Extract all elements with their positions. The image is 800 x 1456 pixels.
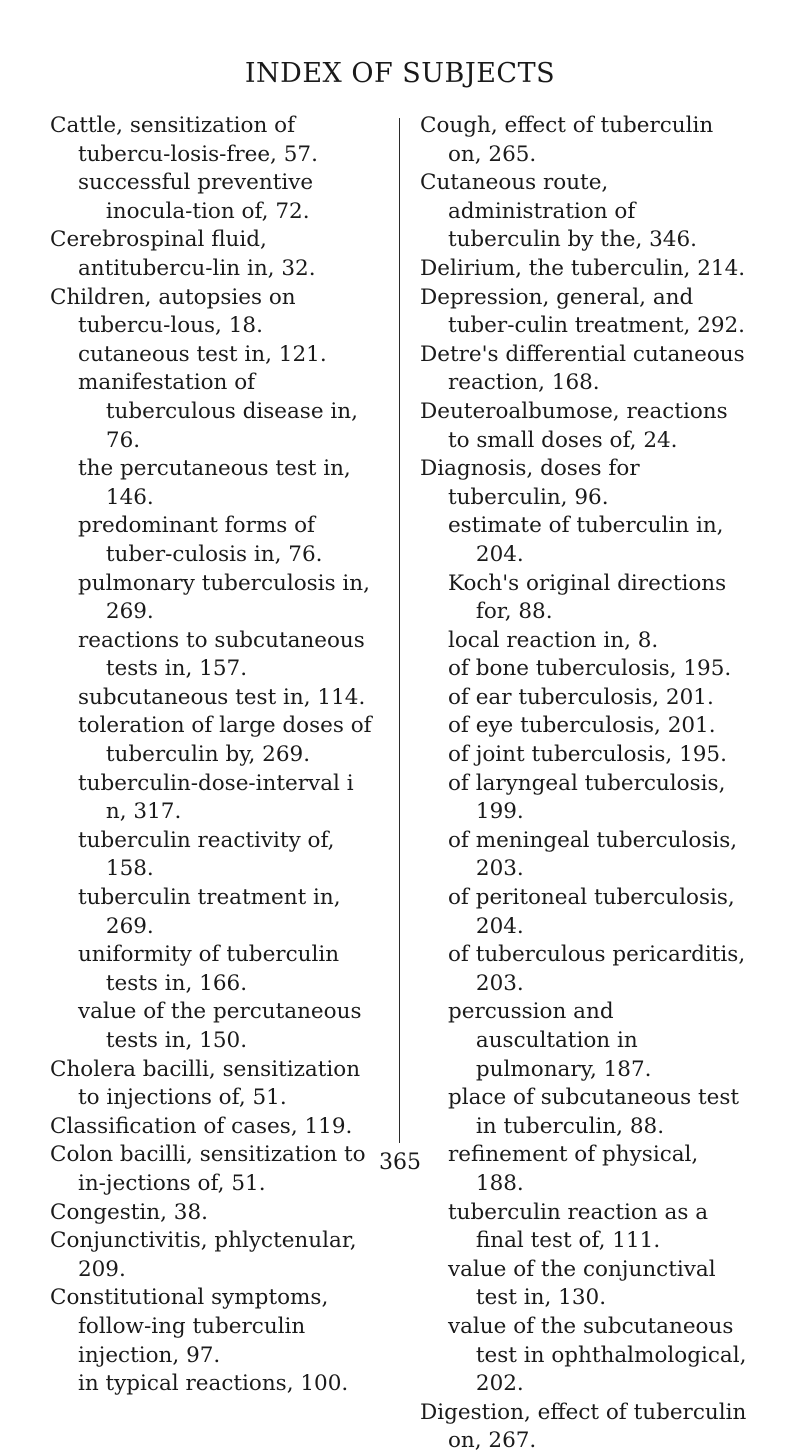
index-entry: Classification of cases, 119. <box>50 1113 353 1139</box>
index-subentry: of peritoneal tuberculosis, 204. <box>447 885 735 939</box>
index-subentry: reactions to subcutaneous tests in, 157. <box>77 627 365 682</box>
index-subentry: percussion and auscultation in pulmonary, 187. <box>447 999 652 1082</box>
index-subentry: tuberculin treatment in, 269. <box>77 885 341 939</box>
index-entry: Conjunctivitis, phlyctenular, 209. <box>50 1228 357 1282</box>
index-subentry: cutaneous test in, 121. <box>77 341 327 367</box>
index-entry: Deuteroalbumose, reactions to small doses of, 24. <box>420 398 728 453</box>
index-subentry: local reaction in, 8. <box>447 627 659 653</box>
index-subentry: estimate of tuberculin in, 204. <box>447 513 724 567</box>
index-entry: Delirium, the tuberculin, 214. <box>420 255 746 281</box>
index-subentry: of eye tuberculosis, 201. <box>447 713 716 739</box>
index-column-right <box>420 112 750 1456</box>
index-entry: Diagnosis, doses for tuberculin, 96. <box>420 456 640 510</box>
index-entry: Digestion, effect of tuberculin on, 267. <box>420 1399 747 1454</box>
index-subentry: subcutaneous test in, 114. <box>77 684 366 710</box>
index-subentry: the percutaneous test in, 146. <box>77 456 351 510</box>
index-subentry: of tuberculous pericarditis, 203. <box>447 942 746 996</box>
index-subentry: predominant forms of tuber-culosis in, 76. <box>77 513 323 567</box>
index-subentry: value of the percutaneous tests in, 150. <box>77 999 362 1053</box>
index-entry: Depression, general, and tuber-culin treatment, 292. <box>420 284 746 339</box>
index-subentry: place of subcutaneous test in tuberculin, 88. <box>447 1085 740 1139</box>
index-subentry: toleration of large doses of tuberculin by, 269. <box>77 713 372 768</box>
index-subentry: refinement of physical, 188. <box>447 1142 699 1196</box>
index-subentry: of bone tuberculosis, 195. <box>447 656 732 682</box>
index-entry: Colon bacilli, sensitization to in-jections of, 51. <box>50 1142 366 1196</box>
index-subentry: manifestation of tuberculous disease in, 76. <box>77 370 358 453</box>
index-entry: Cattle, sensitization of tubercu-losis-free, 57. <box>50 113 318 167</box>
index-entry: Cholera bacilli, sensitization to injections of, 51. <box>50 1056 361 1111</box>
index-subentry: in typical reactions, 100. <box>77 1371 349 1397</box>
index-column-left <box>50 112 380 1399</box>
index-subentry: value of the conjunctival test in, 130. <box>447 1256 716 1311</box>
index-subentry: value of the subcutaneous test in ophthalmological, 202. <box>447 1313 747 1397</box>
column-divider <box>399 118 400 1143</box>
index-entry: Detre's differential cutaneous reaction, 168. <box>420 341 745 396</box>
page-header: INDEX OF SUBJECTS <box>244 58 556 89</box>
index-subentry: of ear tuberculosis, 201. <box>447 684 714 710</box>
index-entry: Cough, effect of tuberculin on, 265. <box>420 113 714 167</box>
index-subentry: tuberculin reaction as a final test of, 111. <box>447 1199 709 1254</box>
index-subentry: of laryngeal tuberculosis, 199. <box>447 770 726 825</box>
index-subentry: uniformity of tuberculin tests in, 166. <box>77 942 340 996</box>
index-entry: Congestin, 38. <box>50 1199 208 1225</box>
index-entry: Children, autopsies on tubercu-lous, 18. <box>50 284 296 339</box>
index-subentry: of joint tuberculosis, 195. <box>447 742 727 768</box>
index-subentry: of meningeal tuberculosis, 203. <box>447 827 738 882</box>
index-entry: Cerebrospinal fluid, antitubercu-lin in, 32. <box>50 227 316 281</box>
index-subentry: tuberculin-dose-interval i n, 317. <box>77 770 354 825</box>
index-subentry: Koch's original directions for, 88. <box>447 570 727 625</box>
index-entry: Constitutional symptoms, follow-ing tuberculin injection, 97. <box>50 1285 329 1368</box>
page-number: 365 <box>379 1150 421 1175</box>
index-subentry: successful preventive inocula-tion of, 72. <box>77 170 314 224</box>
index-entry: Cutaneous route, administration of tuberculin by the, 346. <box>420 170 698 253</box>
index-subentry: pulmonary tuberculosis in, 269. <box>77 570 370 625</box>
index-subentry: tuberculin reactivity of, 158. <box>77 827 335 882</box>
